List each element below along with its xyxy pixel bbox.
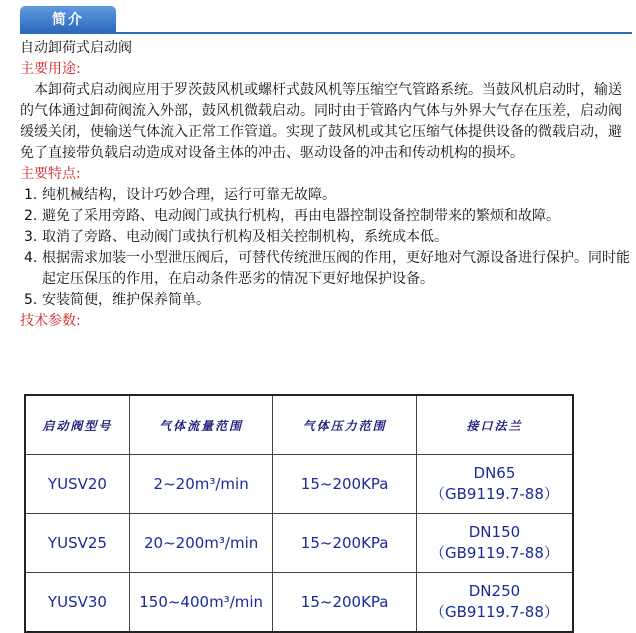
flange-size: DN150 [468,523,521,541]
feature-number: 2. [24,208,38,224]
feature-text: 纯机械结构，设计巧妙合理，运行可靠无故障。 [42,187,336,203]
cell-model: YUSV20 [25,455,129,514]
feature-item [20,206,630,227]
cell-flow: 20~200m³/min [129,514,273,573]
feature-text: 根据需求加装一小型泄压阀后，可替代传统泄压阀的作用，更好地对气源设备进行保护。同时能起定压保压的作用，在启动条件恶劣的情况下更好地保护设备。 [42,250,630,287]
specs-heading: 技术参数: [20,313,81,329]
spec-table-header-row [25,395,573,455]
table-row [25,455,573,514]
cell-model: YUSV25 [25,514,129,573]
cell-model: YUSV30 [25,573,129,633]
cell-pressure: 15~200KPa [273,455,417,514]
cell-flange [416,514,573,573]
flange-size: DN65 [473,464,516,482]
feature-item [20,290,630,311]
header-pressure: 气体压力范围 [273,395,417,455]
table-row [25,573,573,633]
product-name: 自动卸荷式启动阀 [20,40,132,56]
feature-text: 避免了采用旁路、电动阀门或执行机构，再由电器控制设备控制带来的繁烦和故障。 [42,208,560,224]
tab-intro-label: 简介 [52,12,84,28]
header-model: 启动阀型号 [25,395,129,455]
header-flange: 接口法兰 [416,395,573,455]
cell-pressure: 15~200KPa [273,514,417,573]
table-row [25,514,573,573]
feature-text: 取消了旁路、电动阀门或执行机构及相关控制机构，系统成本低。 [42,229,448,245]
header-flow: 气体流量范围 [129,395,273,455]
features-list [20,185,630,311]
feature-text: 安装简便，维护保养简单。 [42,292,210,308]
feature-number: 4. [24,250,38,266]
tab-intro[interactable] [20,6,116,32]
feature-number: 1. [24,187,38,203]
cell-flow: 150~400m³/min [129,573,273,633]
flange-standard: （GB9119.7-88） [430,544,559,562]
feature-item [20,248,630,290]
spec-table [24,394,574,633]
cell-flow: 2~20m³/min [129,455,273,514]
cell-pressure: 15~200KPa [273,573,417,633]
feature-number: 3. [24,229,38,245]
feature-item [20,227,630,248]
flange-standard: （GB9119.7-88） [430,603,559,621]
feature-number: 5. [24,292,38,308]
flange-size: DN250 [468,582,521,600]
usage-heading: 主要用途: [20,61,81,77]
intro-content [20,38,630,332]
features-heading: 主要特点: [20,166,81,182]
flange-standard: （GB9119.7-88） [430,485,559,503]
usage-paragraph: 本卸荷式启动阀应用于罗茨鼓风机或螺杆式鼓风机等压缩空气管路系统。当鼓风机启动时，输送的气体通过卸荷阀流入外部，鼓风机微载启动。同时由于管路内气体与外界大气存在压差，启动阀缓缓关闭，使输送气体流入正常工作管道。实现了鼓风机或其它压缩气体提供设备的微载启动，避免了直接带负载启动造成对设备主体的冲击、驱动设备的冲击和传动机构的损坏。 [20,82,622,161]
tab-divider [20,32,632,34]
feature-item [20,185,630,206]
cell-flange [416,573,573,633]
cell-flange [416,455,573,514]
